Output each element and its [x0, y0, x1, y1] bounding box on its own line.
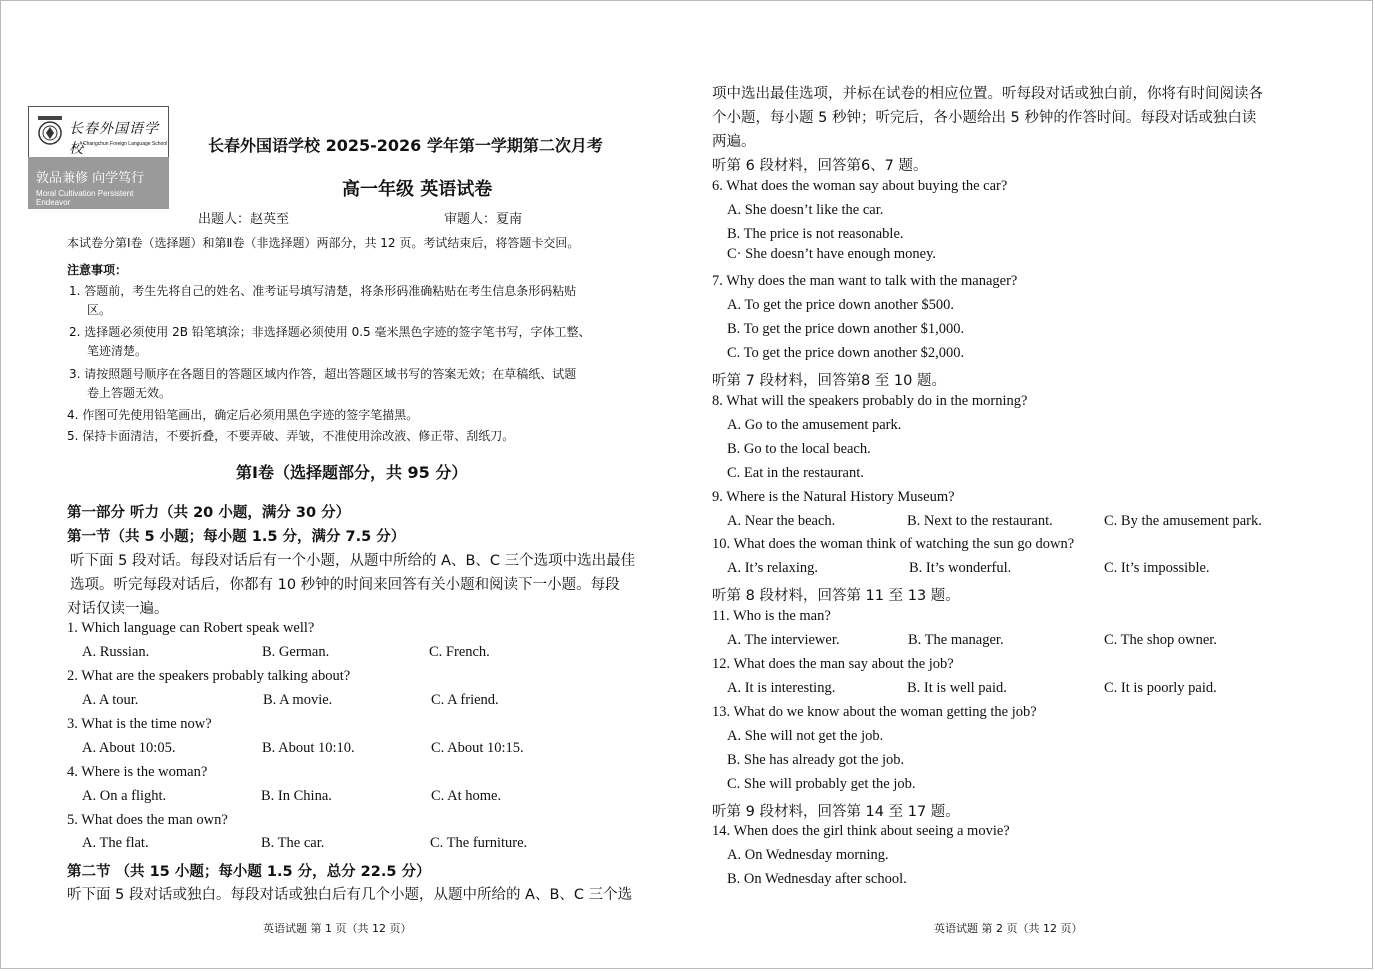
question-6: 6. What does the woman say about buying the car?	[712, 178, 1008, 194]
question-7: 7. Why does the man want to talk with the manager?	[712, 273, 1018, 289]
option-a: A. Go to the amusement park.	[727, 417, 902, 433]
option-c: C. French.	[429, 644, 490, 660]
logo-top	[28, 106, 169, 158]
note-item: 2. 选择题必须使用 2B 铅笔填涂；非选择题必须使用 0.5 毫米黑色字迹的签字笔书写，字体工整、	[69, 325, 591, 339]
option-b: B. Go to the local beach.	[727, 441, 871, 457]
question-10: 10. What does the woman think of watching the sun go down?	[712, 536, 1075, 552]
logo-motto-english: Moral Cultivation Persistent Endeavor	[36, 189, 134, 207]
option-b: B. In China.	[261, 788, 332, 804]
section-2-instructions: 个小题，每小题 5 秒钟；听完后，各小题给出 5 秒钟的作答时间。每段对话或独白读	[712, 110, 1257, 126]
option-a: A. A tour.	[82, 692, 139, 708]
option-c: C. At home.	[431, 788, 502, 804]
option-c: C. The shop owner.	[1104, 632, 1217, 648]
note-item-cont: 笔迹清楚。	[87, 344, 148, 358]
section-1-instructions: 听下面 5 段对话。每段对话后有一个小题，从题中所给的 A、B、C 三个选项中选出最佳	[70, 553, 636, 569]
question-2: 2. What are the speakers probably talking about?	[67, 668, 351, 684]
logo-motto: 敦品兼修 向学笃行	[36, 171, 145, 186]
question-4: 4. Where is the woman?	[67, 764, 208, 780]
material-8-header: 听第 8 段材料，回答第 11 至 13 题。	[712, 588, 960, 604]
note-item: 3. 请按照题号顺序在各题目的答题区域内作答，超出答题区域书写的答案无效；在草稿纸、试题	[69, 367, 577, 381]
option-a: A. To get the price down another $500.	[727, 297, 955, 313]
option-b: B. It is well paid.	[907, 680, 1007, 696]
page-footer-right: 英语试题 第 2 页（共 12 页）	[934, 922, 1083, 935]
section-2-title: 第二节 （共 15 小题；每小题 1.5 分，总分 22.5 分）	[67, 864, 431, 880]
question-1: 1. Which language can Robert speak well?	[67, 620, 315, 636]
section-1-title: 第一节（共 5 小题；每小题 1.5 分，满分 7.5 分）	[67, 529, 406, 545]
notes-heading: 注意事项：	[67, 263, 128, 277]
material-9-header: 听第 9 段材料，回答第 14 至 17 题。	[712, 804, 960, 820]
option-c: C· She doesn’t have enough money.	[727, 246, 937, 262]
section-1-instructions: 对话仅读一遍。	[67, 601, 169, 617]
option-c: C. Eat in the restaurant.	[727, 465, 864, 481]
exam-subtitle: 高一年级 英语试卷	[342, 179, 493, 200]
school-seal-icon	[36, 115, 64, 147]
option-a: A. The interviewer.	[727, 632, 840, 648]
option-c: C. It is poorly paid.	[1104, 680, 1217, 696]
logo-school-name: 长春外国语学校	[69, 121, 159, 157]
logo-school-english: Changchun Foreign Language School	[83, 141, 168, 147]
option-b: B. About 10:10.	[262, 740, 355, 756]
option-c: C. About 10:15.	[431, 740, 524, 756]
reviewer: 审题人：夏南	[444, 212, 523, 227]
question-11: 11. Who is the man?	[712, 608, 831, 624]
option-a: A. The flat.	[82, 835, 149, 851]
question-3: 3. What is the time now?	[67, 716, 212, 732]
option-b: B. On Wednesday after school.	[727, 871, 907, 887]
section-1-instructions: 选项。听完每段对话后，你都有 10 秒钟的时间来回答有关小题和阅读下一小题。每段	[70, 577, 620, 593]
option-c: C. To get the price down another $2,000.	[727, 345, 965, 361]
option-c: C. It’s impossible.	[1104, 560, 1210, 576]
school-logo	[28, 106, 169, 209]
option-c: C. A friend.	[431, 692, 499, 708]
section-2-instructions: 听下面 5 段对话或独白。每段对话或独白后有几个小题，从题中所给的 A、B、C 三个选	[67, 887, 633, 903]
option-b: B. German.	[262, 644, 330, 660]
option-a: A. It’s relaxing.	[727, 560, 819, 576]
part-1-title: 第一部分 听力（共 20 小题，满分 30 分）	[67, 505, 351, 521]
option-a: A. She will not get the job.	[727, 728, 884, 744]
material-7-header: 听第 7 段材料，回答第8 至 10 题。	[712, 373, 946, 389]
note-item: 5. 保持卡面清洁，不要折叠，不要弄破、弄皱，不准使用涂改液、修正带、刮纸刀。	[67, 429, 515, 443]
option-b: B. To get the price down another $1,000.	[727, 321, 965, 337]
option-b: B. The price is not reasonable.	[727, 226, 904, 242]
option-b: B. The car.	[261, 835, 325, 851]
option-b: B. A movie.	[263, 692, 333, 708]
question-8: 8. What will the speakers probably do in the morning?	[712, 393, 1028, 409]
option-c: C. By the amusement park.	[1104, 513, 1262, 529]
option-b: B. Next to the restaurant.	[907, 513, 1053, 529]
option-c: C. She will probably get the job.	[727, 776, 916, 792]
question-12: 12. What does the man say about the job?	[712, 656, 954, 672]
option-a: A. Russian.	[82, 644, 150, 660]
note-item-cont: 区。	[87, 303, 112, 317]
material-6-header: 听第 6 段材料，回答第6、7 题。	[712, 158, 928, 174]
question-13: 13. What do we know about the woman getting the job?	[712, 704, 1037, 720]
option-b: B. The manager.	[908, 632, 1004, 648]
exam-title: 长春外国语学校 2025-2026 学年第一学期第二次月考	[208, 136, 603, 155]
page-footer-left: 英语试题 第 1 页（共 12 页）	[263, 922, 412, 935]
question-14: 14. When does the girl think about seeing a movie?	[712, 823, 1010, 839]
section-2-instructions: 两遍。	[712, 134, 756, 150]
question-9: 9. Where is the Natural History Museum?	[712, 489, 955, 505]
option-a: A. Near the beach.	[727, 513, 836, 529]
option-b: B. She has already got the job.	[727, 752, 905, 768]
option-a: A. On a flight.	[82, 788, 167, 804]
volume-title: 第Ⅰ卷（选择题部分，共 95 分）	[236, 463, 468, 482]
option-b: B. It’s wonderful.	[909, 560, 1012, 576]
question-5: 5. What does the man own?	[67, 812, 228, 828]
option-a: A. About 10:05.	[82, 740, 176, 756]
option-a: A. It is interesting.	[727, 680, 836, 696]
note-item: 4. 作图可先使用铅笔画出，确定后必须用黑色字迹的签字笔描黑。	[67, 408, 419, 422]
section-2-instructions: 项中选出最佳选项，并标在试卷的相应位置。听每段对话或独白前，你将有时间阅读各	[712, 86, 1263, 102]
setter: 出题人：赵英至	[198, 212, 290, 227]
intro-text: 本试卷分第Ⅰ卷（选择题）和第Ⅱ卷（非选择题）两部分，共 12 页。考试结束后，将答题卡交回。	[67, 236, 580, 250]
logo-motto-band	[28, 157, 169, 209]
note-item-cont: 卷上答题无效。	[87, 386, 172, 400]
option-a: A. She doesn’t like the car.	[727, 202, 884, 218]
option-c: C. The furniture.	[430, 835, 528, 851]
option-a: A. On Wednesday morning.	[727, 847, 889, 863]
note-item: 1. 答题前，考生先将自己的姓名、准考证号填写清楚，将条形码准确粘贴在考生信息条形码粘贴	[69, 284, 577, 298]
